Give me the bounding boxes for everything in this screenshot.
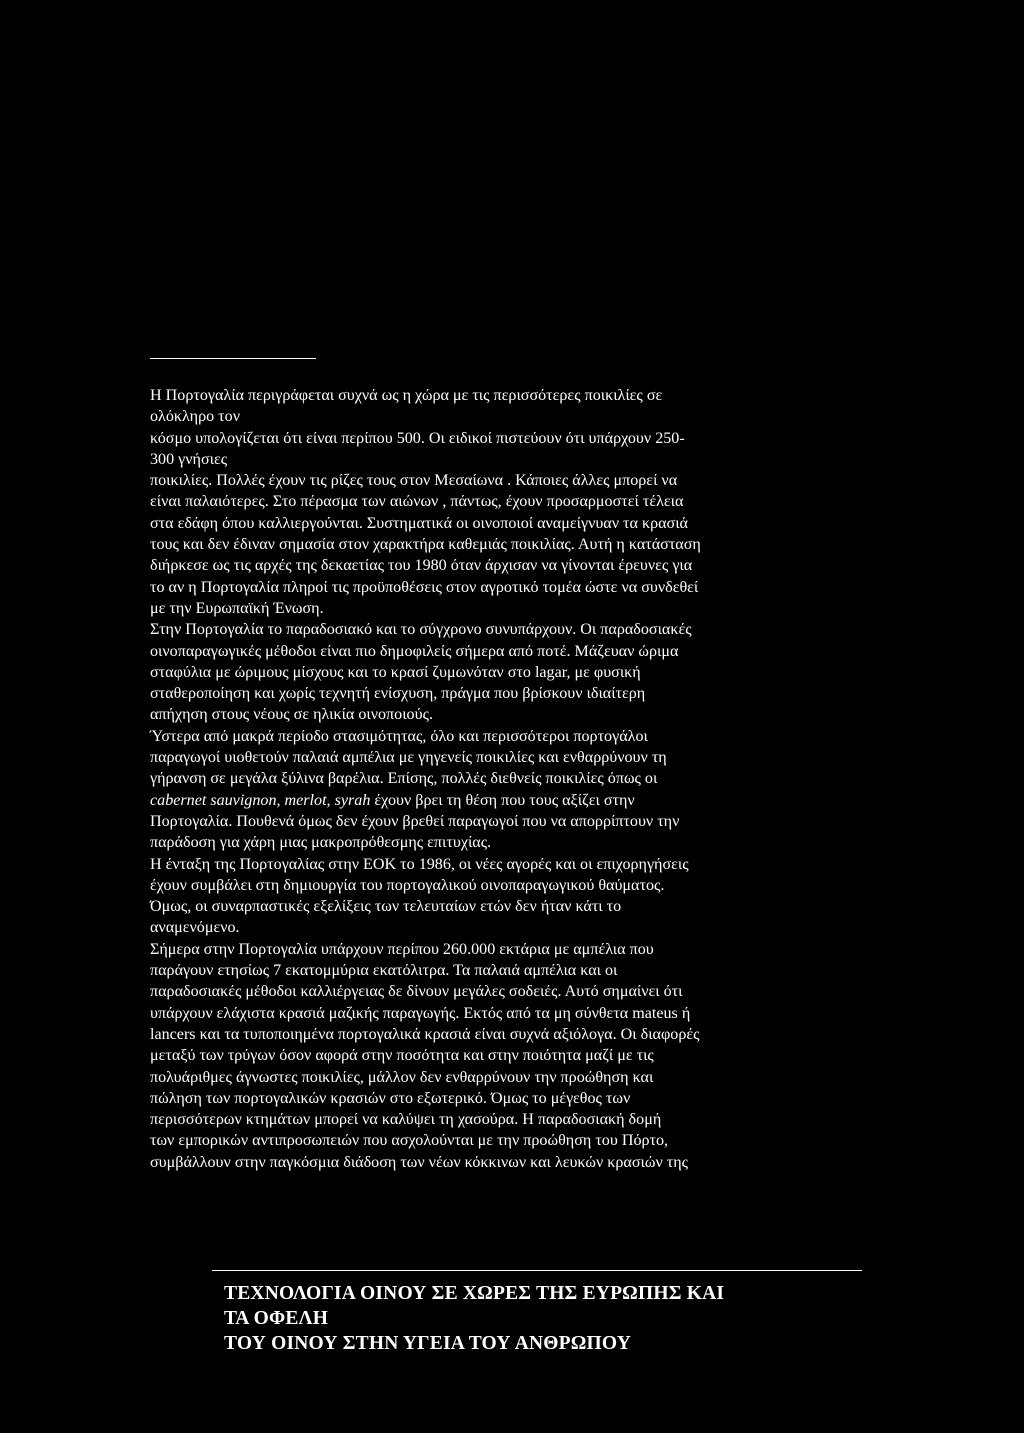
body-text [150, 385, 850, 1173]
text-run: αναμενόμενο. [150, 919, 240, 937]
text-line [150, 491, 850, 512]
text-run: τους και δεν έδιναν σημασία στον χαρακτήρα καθεμιάς ποικιλίας. Αυτή η κατάσταση [150, 536, 701, 554]
text-run: των εμπορικών αντιπροσωπειών που ασχολούνται με την προώθηση του Πόρτο, [150, 1132, 669, 1150]
text-run: πώληση των πορτογαλικών κρασιών στο εξωτερικό. Όμως το μέγεθος των [150, 1089, 631, 1107]
text-run: συμβάλλουν στην παγκόσμια διάδοση των νέων κόκκινων και λευκών κρασιών της [150, 1153, 689, 1171]
text-line [150, 1130, 850, 1151]
text-run: περισσότερων κτημάτων μπορεί να καλύψει τη χασούρα. Η παραδοσιακή δομή [150, 1111, 662, 1129]
text-run: παραγωγοί υιοθετούν παλαιά αμπέλια με γηγενείς ποικιλίες και ενθαρρύνουν τη [150, 749, 667, 767]
text-run: πολυάριθμες άγνωστες ποικιλίες, μάλλον δεν ενθαρρύνουν την προώθηση και [150, 1068, 654, 1086]
text-run: παράγουν ετησίως 7 εκατομμύρια εκατόλιτρα. Τα παλαιά αμπέλια και οι [150, 962, 618, 980]
text-run: μεταξύ των τρύγων όσον αφορά στην ποσότητα και στην ποιότητα μαζί με τις [150, 1047, 654, 1065]
text-line [150, 577, 850, 598]
text-line [150, 960, 850, 981]
text-line [150, 726, 850, 747]
text-line [150, 1109, 850, 1130]
text-line [150, 875, 850, 896]
text-line [150, 896, 850, 917]
text-line [150, 917, 850, 938]
text-run: γήρανση σε μεγάλα ξύλινα βαρέλια. Επίσης, πολλές διεθνείς ποικιλίες όπως οι [150, 770, 658, 788]
text-line [150, 598, 850, 619]
text-run: έχουν βρει τη θέση που τους αξίζει στην [370, 791, 635, 809]
text-run: με την Ευρωπαϊκή Ένωση. [150, 599, 324, 617]
text-line [150, 1152, 850, 1173]
italic-text-run: cabernet sauvignon, merlot, syrah [150, 791, 371, 809]
text-line [150, 1024, 850, 1045]
text-line [150, 641, 850, 662]
text-run: Όμως, οι συναρπαστικές εξελίξεις των τελευταίων ετών δεν ήταν κάτι το [150, 898, 622, 916]
text-run: Η Πορτογαλία περιγράφεται συχνά ως η χώρα με τις περισσότερες ποικιλίες σε [150, 387, 663, 404]
text-run: κόσμο υπολογίζεται ότι είναι περίπου 500. Οι ειδικοί πιστεύουν ότι υπάρχουν 250- [150, 429, 685, 447]
text-line [150, 790, 850, 811]
text-run: στα εδάφη όπου καλλιεργούνται. Συστηματικά οι οινοποιοί αναμείγνυαν τα κρασιά [150, 514, 688, 532]
text-line [150, 428, 850, 449]
top-divider [150, 358, 316, 359]
text-line [150, 1003, 850, 1024]
text-line [150, 981, 850, 1002]
text-run: ποικιλίες. Πολλές έχουν τις ρίζες τους στον Μεσαίωνα . Κάποιες άλλες μπορεί να [150, 472, 678, 490]
text-run: Στην Πορτογαλία το παραδοσιακό και το σύγχρονο συνυπάρχουν. Οι παραδοσιακές [150, 621, 692, 639]
text-line [150, 662, 850, 683]
text-line [150, 470, 850, 491]
text-run: οινοπαραγωγικές μέθοδοι είναι πιο δημοφιλείς σήμερα από ποτέ. Μάζευαν ώριμα [150, 642, 679, 660]
text-run: ολόκληρο τον [150, 408, 240, 426]
text-line [150, 385, 850, 406]
text-line [150, 1045, 850, 1066]
text-line [150, 534, 850, 555]
text-line [150, 555, 850, 576]
footer-title-line: ΤΕΧΝΟΛΟΓΙΑ ΟΙΝΟΥ ΣΕ ΧΩΡΕΣ ΤΗΣ ΕΥΡΩΠΗΣ ΚΑΙ [224, 1283, 725, 1304]
text-run: παραδοσιακές μέθοδοι καλλιέργειας δε δίνουν μεγάλες σοδειές. Αυτό σημαίνει ότι [150, 983, 683, 1001]
footer-title-line: ΤΟΥ ΟΙΝΟΥ ΣΤΗΝ ΥΓΕΙΑ ΤΟΥ ΑΝΘΡΩΠΟΥ [224, 1333, 632, 1354]
text-run: Πορτογαλία. Πουθενά όμως δεν έχουν βρεθεί παραγωγοί που να απορρίπτουν την [150, 812, 680, 830]
text-run: είναι παλαιότερες. Στο πέρασμα των αιώνων , πάντως, έχουν προσαρμοστεί τέλεια [150, 493, 684, 511]
text-run: διήρκεσε ως τις αρχές της δεκαετίας του 1980 όταν άρχισαν να γίνονται έρευνες για [150, 557, 693, 575]
text-line [150, 747, 850, 768]
footer-title [224, 1281, 864, 1356]
text-line [150, 619, 850, 640]
text-run: lancers και τα τυποποιημένα πορτογαλικά κρασιά είναι συχνά αξιόλογα. Οι διαφορές [150, 1025, 700, 1043]
text-run: Ύστερα από μακρά περίοδο στασιμότητας, όλο και περισσότεροι πορτογάλοι [150, 727, 648, 745]
text-line [150, 683, 850, 704]
text-line [150, 939, 850, 960]
text-line [150, 832, 850, 853]
text-line [150, 854, 850, 875]
text-run: σταθεροποίηση και χωρίς τεχνητή ενίσχυση, πράγμα που βρίσκουν ιδιαίτερη [150, 685, 646, 703]
text-run: 300 γνήσιες [150, 450, 228, 468]
text-line [150, 1088, 850, 1109]
text-line [150, 768, 850, 789]
text-run: παράδοση για χάρη μιας μακροπρόθεσμης επιτυχίας. [150, 834, 492, 852]
text-run: Η ένταξη της Πορτογαλίας στην ΕΟΚ το 1986, οι νέες αγορές και οι επιχορηγήσεις [150, 855, 689, 873]
text-line [150, 704, 850, 725]
text-line [150, 1067, 850, 1088]
text-run: το αν η Πορτογαλία πληροί τις προϋποθέσεις στον αγροτικό τομέα ώστε να συνδεθεί [150, 578, 699, 596]
text-run: απήχηση στους νέους σε ηλικία οινοποιούς. [150, 706, 433, 724]
text-run: έχουν συμβάλει στη δημιουργία του πορτογαλικού οινοπαραγωγικού θαύματος. [150, 876, 665, 894]
text-run: σταφύλια με ώριμους μίσχους και το κρασί ζυμωνόταν στο lagar, με φυσική [150, 663, 641, 681]
text-line [150, 513, 850, 534]
text-run: Σήμερα στην Πορτογαλία υπάρχουν περίπου 260.000 εκτάρια με αμπέλια που [150, 940, 654, 958]
text-run: υπάρχουν ελάχιστα κρασιά μαζικής παραγωγής. Εκτός από τα μη σύνθετα mateus ή [150, 1004, 691, 1022]
footer-divider [212, 1270, 862, 1271]
text-line [150, 406, 850, 427]
footer-title-line: ΤΑ ΟΦΕΛΗ [224, 1308, 329, 1329]
text-line [150, 449, 850, 470]
text-line [150, 811, 850, 832]
